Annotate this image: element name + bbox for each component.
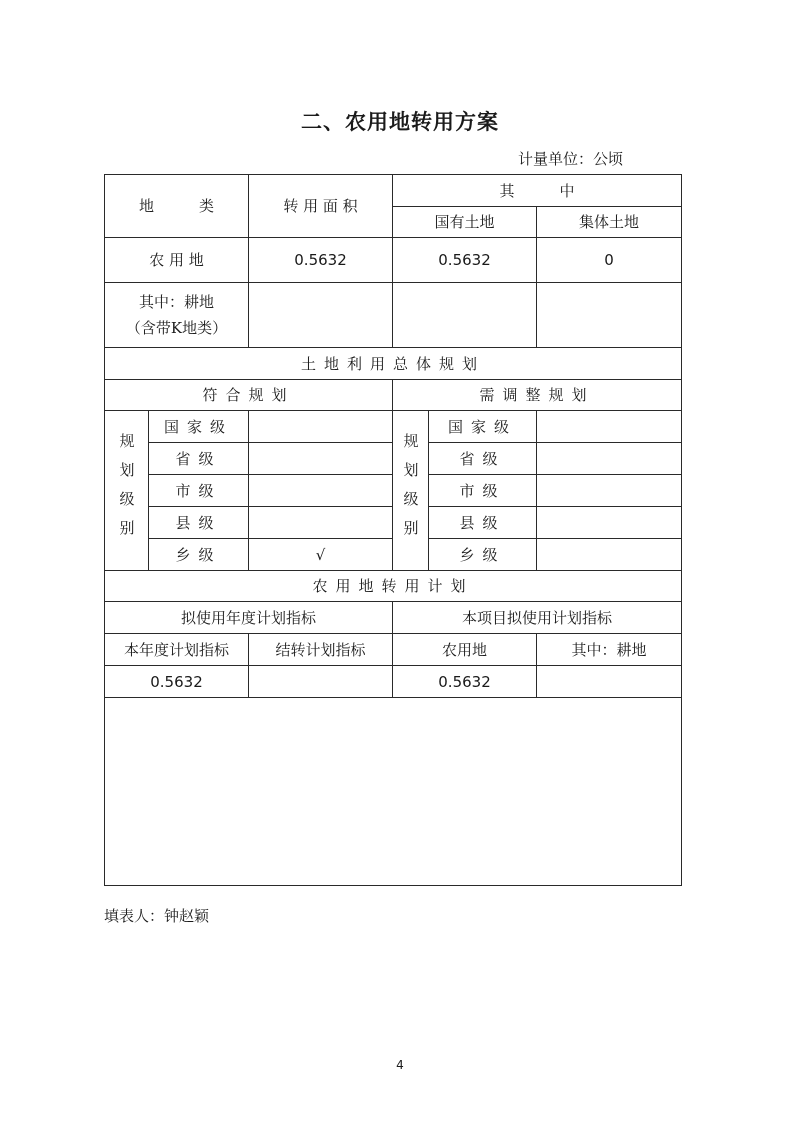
conform-level-group-label: 规划级别 (117, 432, 136, 549)
adjust-level-mark (537, 475, 682, 507)
conform-level-name: 乡级 (149, 539, 249, 571)
arable-label (105, 283, 249, 348)
this-year-indicator-header: 本年度计划指标 (105, 634, 249, 666)
adjust-level-name: 省级 (429, 443, 537, 475)
level-row (105, 411, 682, 443)
land-conversion-table (104, 174, 682, 886)
carryover-indicator-header: 结转计划指标 (249, 634, 393, 666)
header-row-1 (105, 175, 682, 207)
land-type-header: 地 类 (105, 175, 249, 238)
form-filler: 填表人：钟赵颖 (104, 907, 210, 925)
indicator-value-row (105, 666, 682, 698)
page-title: 二、农用地转用方案 (301, 109, 499, 134)
adjust-level-mark (537, 411, 682, 443)
farmland-conversion-area: 0.5632 (249, 238, 393, 283)
farmland-indicator-header: 农用地 (393, 634, 537, 666)
adjust-level-group-label: 规划级别 (401, 432, 420, 549)
carryover-indicator-value (249, 666, 393, 698)
conform-level-mark (249, 475, 393, 507)
adjust-level-mark (537, 443, 682, 475)
indicator-subheader-row (105, 634, 682, 666)
conversion-plan-title: 农用地转用计划 (105, 571, 682, 602)
of-which-header: 其 中 (393, 175, 682, 207)
adjust-level-name: 市级 (429, 475, 537, 507)
conversion-plan-title-row (105, 571, 682, 602)
arable-collective (537, 283, 682, 348)
conform-level-name: 省级 (149, 443, 249, 475)
farmland-state-owned: 0.5632 (393, 238, 537, 283)
arable-row (105, 283, 682, 348)
conform-level-name: 县级 (149, 507, 249, 539)
page-number: 4 (396, 1058, 404, 1072)
conform-level-name: 市级 (149, 475, 249, 507)
conform-level-mark (249, 443, 393, 475)
adjust-level-name: 县级 (429, 507, 537, 539)
master-plan-title: 土地利用总体规划 (105, 348, 682, 380)
arable-conversion-area (249, 283, 393, 348)
conform-level-group (105, 411, 149, 571)
conform-level-name: 国家级 (149, 411, 249, 443)
collective-header: 集体土地 (537, 207, 682, 238)
arable-label-line1: 其中：耕地 (139, 293, 215, 311)
conform-plan-header: 符合规划 (105, 380, 393, 411)
conform-level-mark: √ (249, 539, 393, 571)
indicator-header-row (105, 602, 682, 634)
plan-conformity-row (105, 380, 682, 411)
master-plan-title-row (105, 348, 682, 380)
project-indicator-header: 本项目拟使用计划指标 (393, 602, 682, 634)
adjust-level-mark (537, 539, 682, 571)
adjust-plan-header: 需调整规划 (393, 380, 682, 411)
state-owned-header: 国有土地 (393, 207, 537, 238)
arable-indicator-header: 其中：耕地 (537, 634, 682, 666)
annual-indicator-header: 拟使用年度计划指标 (105, 602, 393, 634)
farmland-row (105, 238, 682, 283)
arable-state-owned (393, 283, 537, 348)
remarks-cell (105, 698, 682, 886)
adjust-level-mark (537, 507, 682, 539)
conform-level-mark (249, 507, 393, 539)
adjust-level-name: 国家级 (429, 411, 537, 443)
farmland-collective: 0 (537, 238, 682, 283)
arable-label-line2: （含带K地类） (125, 319, 228, 337)
conform-level-mark (249, 411, 393, 443)
adjust-level-name: 乡级 (429, 539, 537, 571)
unit-label: 计量单位：公顷 (518, 150, 624, 168)
arable-indicator-value (537, 666, 682, 698)
farmland-label: 农 用 地 (105, 238, 249, 283)
this-year-indicator-value: 0.5632 (105, 666, 249, 698)
remarks-row (105, 698, 682, 886)
conversion-area-header: 转 用 面 积 (249, 175, 393, 238)
farmland-indicator-value: 0.5632 (393, 666, 537, 698)
adjust-level-group (393, 411, 429, 571)
